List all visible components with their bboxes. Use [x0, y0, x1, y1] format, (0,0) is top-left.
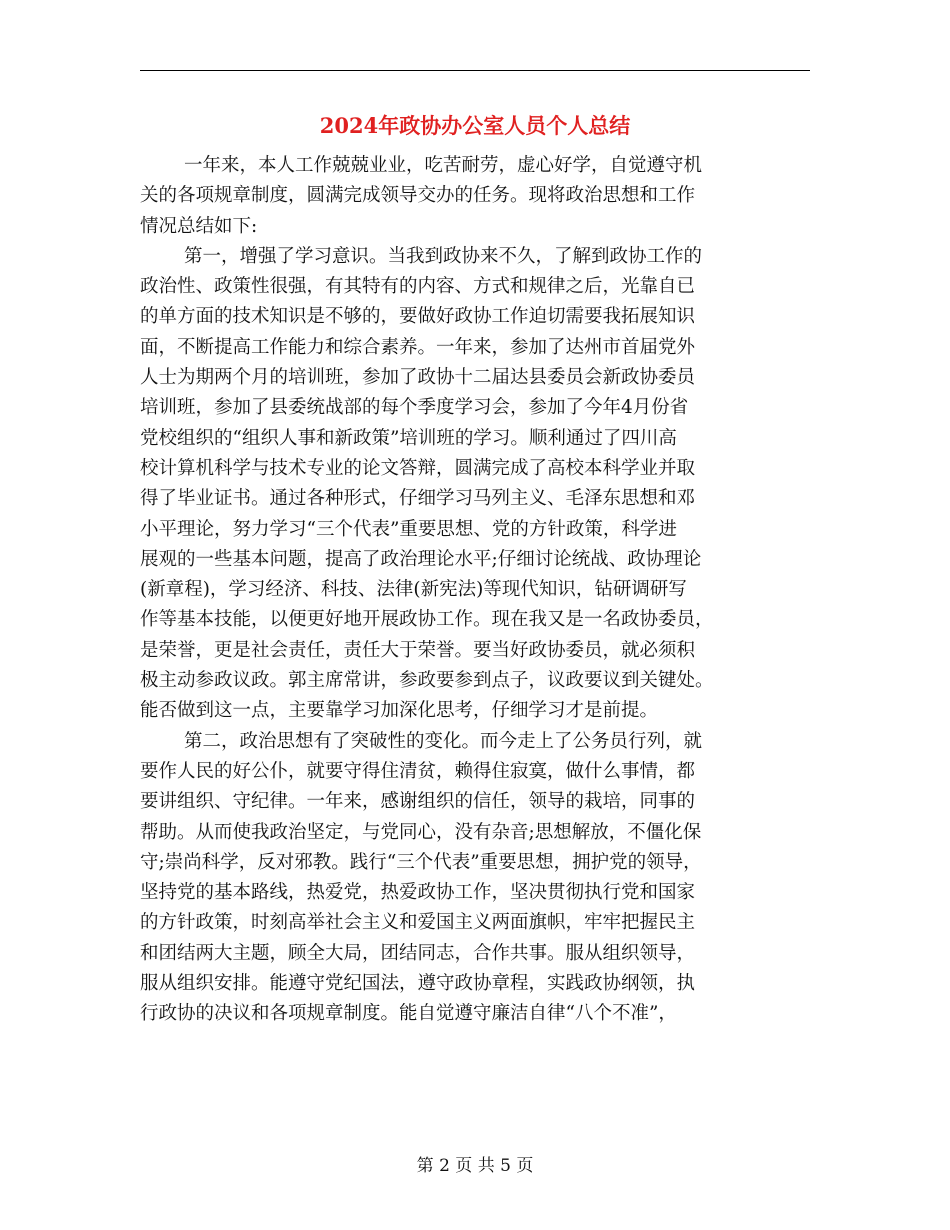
- text-line: 关的各项规章制度，圆满完成领导交办的任务。现将政治思想和工作: [140, 185, 696, 207]
- text-line: 党校组织的“组织人事和新政策”培训班的学习。顺利通过了四川高: [140, 427, 677, 449]
- text-line: 行政协的决议和各项规章制度。能自觉遵守廉洁自律“八个不准”，: [140, 1003, 677, 1025]
- paragraph-learning: [140, 242, 810, 727]
- text-line: 小平理论，努力学习“三个代表”重要思想、党的方针政策，科学进: [140, 518, 677, 540]
- text-line: (新章程)，学习经济、科技、法律(新宪法)等现代知识，钻研调研写: [140, 579, 687, 601]
- header-rule: [140, 70, 810, 71]
- text-line: 人士为期两个月的培训班，参加了政协十二届达县委员会新政协委员: [140, 367, 696, 389]
- document-title: 2024年政协办公室人员个人总结: [319, 113, 631, 138]
- text-line: 极主动参政议政。郭主席常讲，参政要参到点子，议政要议到关键处。: [140, 670, 714, 692]
- text-line: 的方针政策，时刻高举社会主义和爱国主义两面旗帜，牢牢把握民主: [140, 912, 696, 934]
- text-line: 的单方面的技术知识是不够的，要做好政协工作迫切需要我拓展知识: [140, 306, 696, 328]
- text-line: 能否做到这一点，主要靠学习加深化思考，仔细学习才是前提。: [140, 700, 659, 722]
- text-line: 展观的一些基本问题，提高了政治理论水平;仔细讨论统战、政协理论: [140, 548, 702, 570]
- text-line: 政治性、政策性很强，有其特有的内容、方式和规律之后，光靠自已: [140, 276, 696, 298]
- text-line: 坚持党的基本路线，热爱党，热爱政协工作，坚决贯彻执行党和国家: [140, 882, 696, 904]
- document-body: [140, 151, 810, 1030]
- text-line: 要作人民的好公仆，就要守得住清贫，赖得住寂寞，做什么事情，都: [140, 760, 696, 782]
- text-line: 守;崇尚科学，反对邪教。践行“三个代表”重要思想，拥护党的领导，: [140, 851, 702, 873]
- text-line: 服从组织安排。能遵守党纪国法，遵守政协章程，实践政协纲领，执: [140, 973, 696, 995]
- text-line: 校计算机科学与技术专业的论文答辩，圆满完成了高校本科学业并取: [140, 457, 696, 479]
- text-line: 得了毕业证书。通过各种形式，仔细学习马列主义、毛泽东思想和邓: [140, 488, 696, 510]
- text-line: 第一，增强了学习意识。当我到政协来不久，了解到政协工作的: [184, 245, 703, 267]
- text-line: 和团结两大主题，顾全大局，团结同志，合作共事。服从组织领导，: [140, 942, 696, 964]
- page-number: 第 2 页 共 5 页: [416, 1156, 534, 1176]
- text-line: 帮助。从而使我政治坚定，与党同心，没有杂音;思想解放，不僵化保: [140, 821, 702, 843]
- text-line: 面，不断提高工作能力和综合素养。一年来，参加了达州市首届党外: [140, 336, 696, 358]
- text-line: 第二，政治思想有了突破性的变化。而今走上了公务员行列，就: [184, 730, 703, 752]
- text-line: 一年来，本人工作兢兢业业，吃苦耐劳，虚心好学，自觉遵守机: [184, 155, 703, 176]
- text-line: 要讲组织、守纪律。一年来，感谢组织的信任，领导的栽培，同事的: [140, 791, 696, 813]
- text-line: 培训班，参加了县委统战部的每个季度学习会，参加了今年4月份省: [140, 397, 689, 419]
- text-line: 是荣誉，更是社会责任，责任大于荣誉。要当好政协委员，就必须积: [140, 639, 696, 661]
- text-line: 情况总结如下:: [140, 215, 258, 237]
- paragraph-political: [140, 727, 810, 1030]
- text-line: 作等基本技能，以便更好地开展政协工作。现在我又是一名政协委员，: [140, 609, 714, 631]
- paragraph-intro: [140, 151, 810, 242]
